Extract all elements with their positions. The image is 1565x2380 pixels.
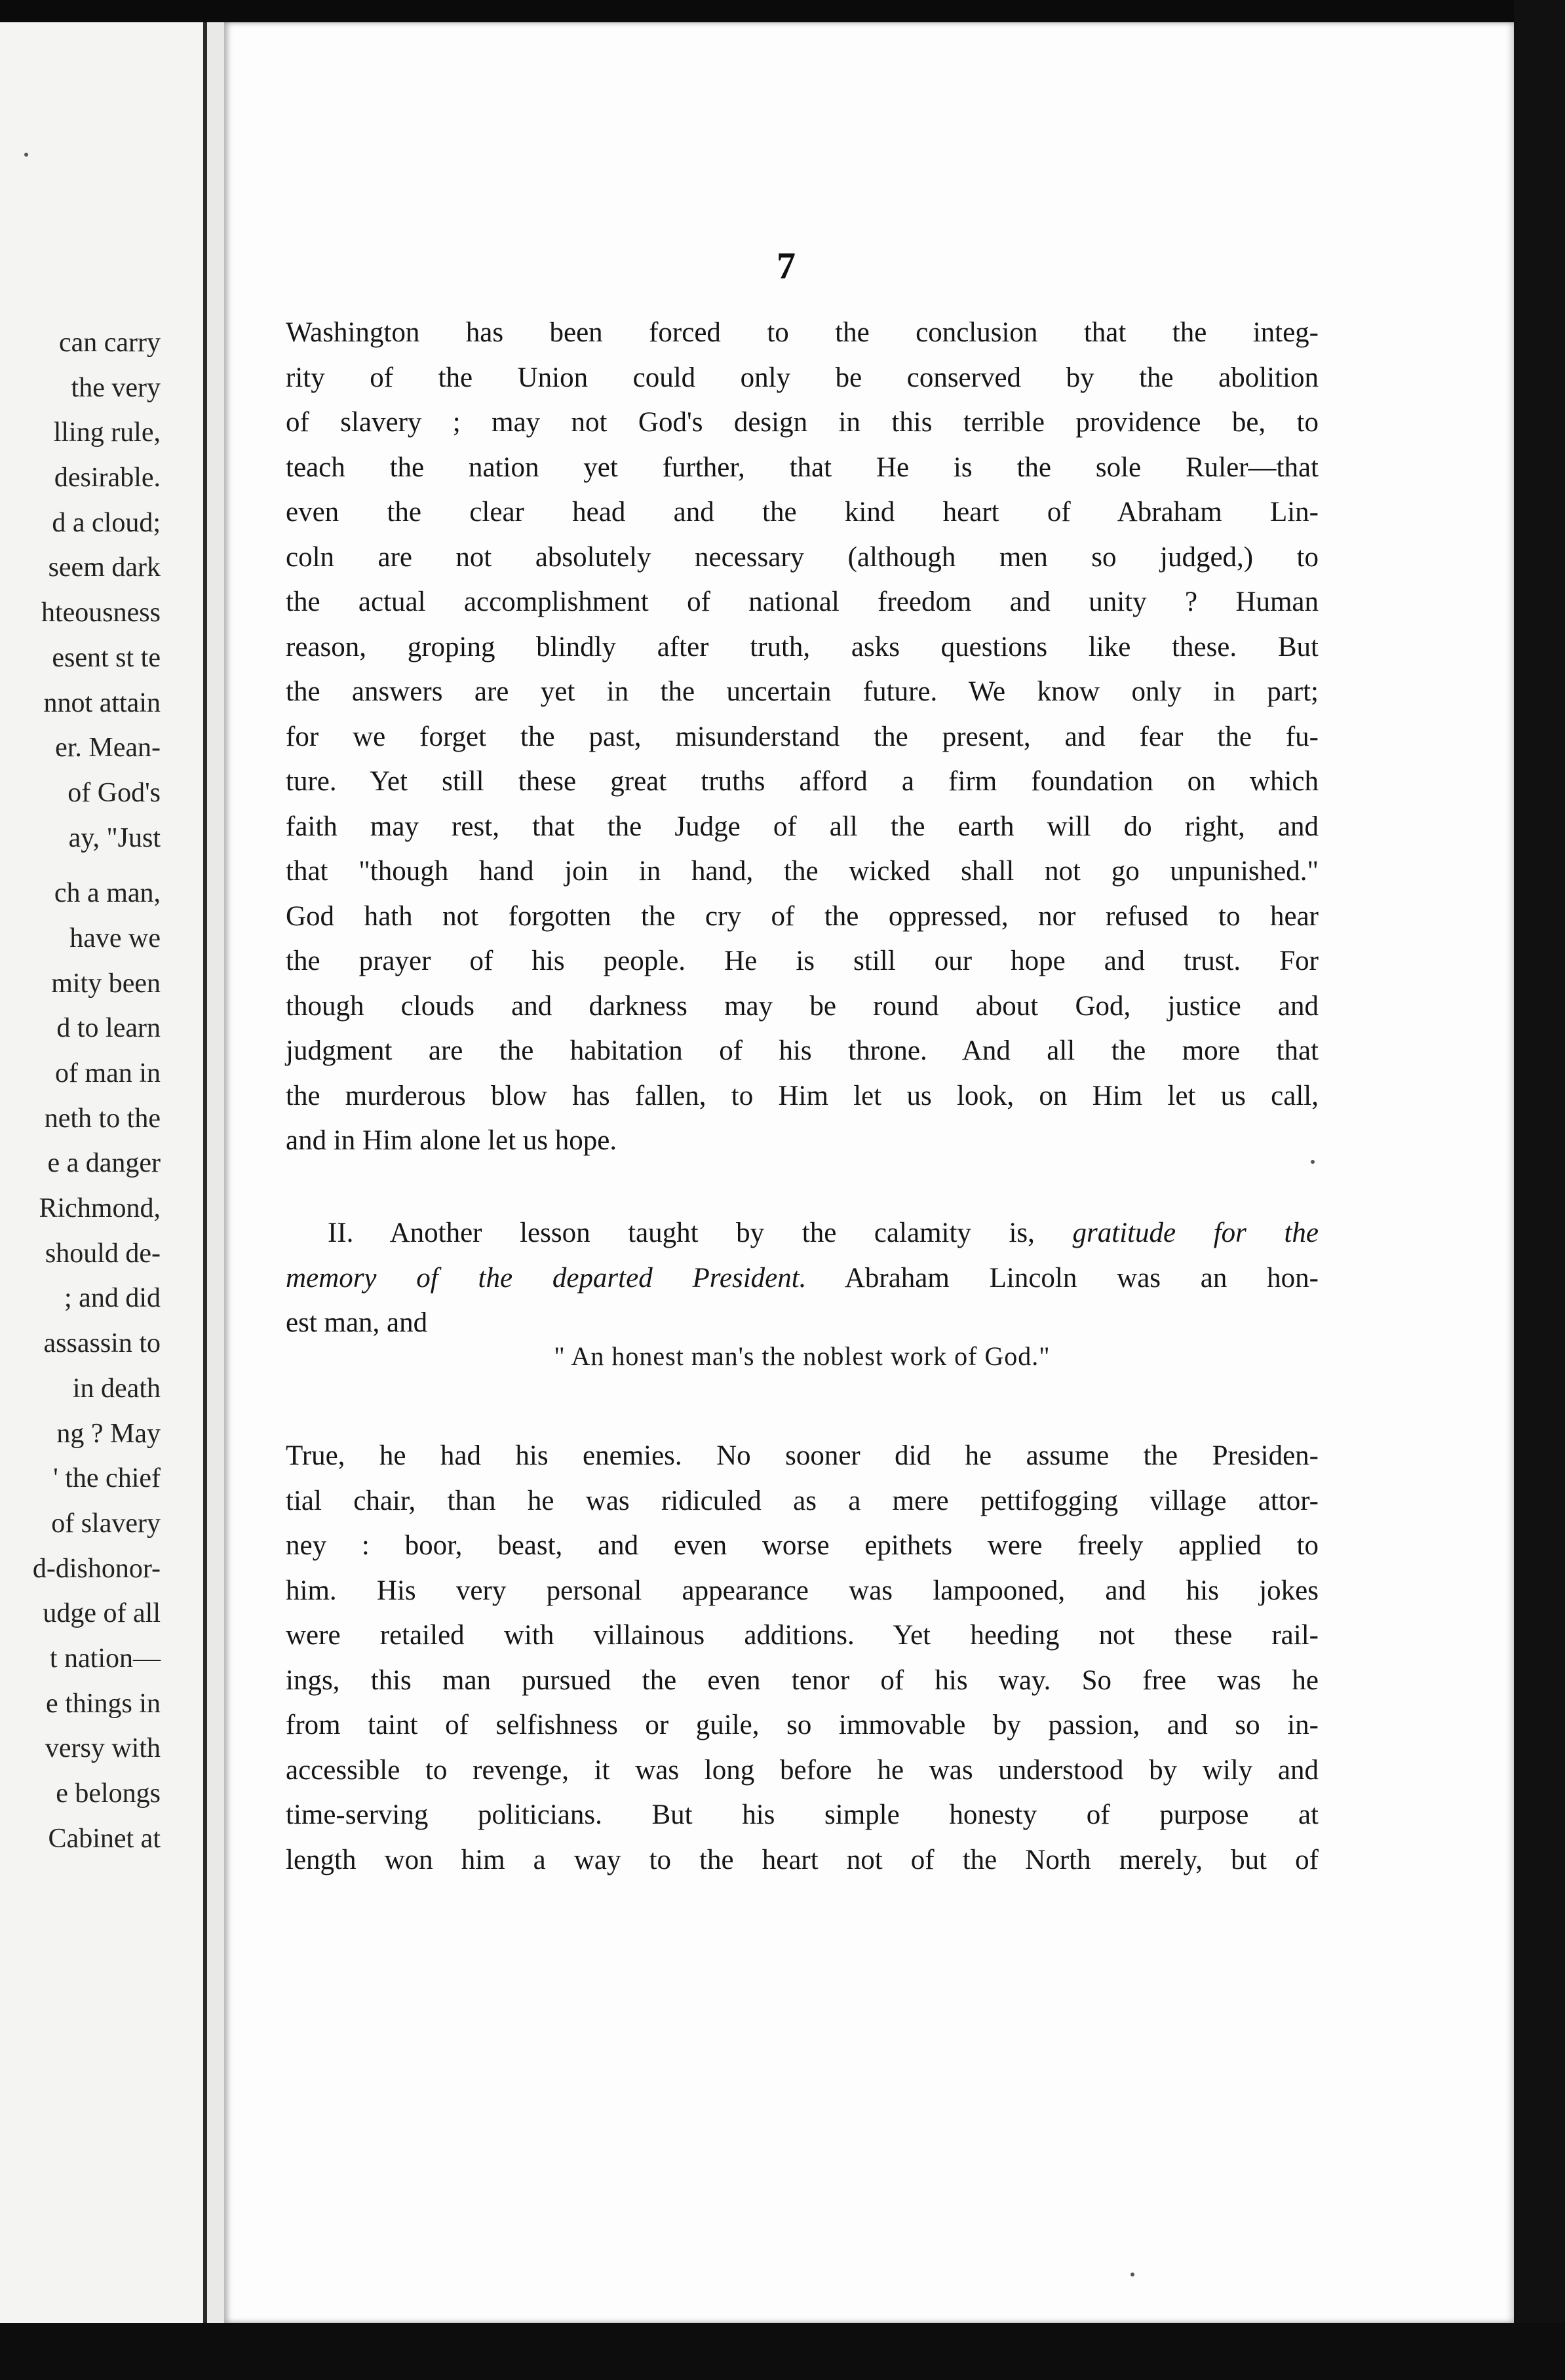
left-fragment: ' the chief — [53, 1463, 161, 1494]
section-ii — [286, 1211, 1319, 1346]
page-number: 7 — [777, 244, 796, 287]
text-line: that "though hand join in hand, the wicked shall not go unpunished." — [286, 856, 1319, 887]
text-line: reason, groping blindly after truth, asks questions like these. But — [286, 631, 1319, 662]
section-heading-text: II. Another lesson taught by the calamity is, — [328, 1218, 1073, 1248]
text-line: and in Him alone let us hope. — [286, 1125, 617, 1156]
section-heading-emphasis: memory of the departed President. — [286, 1262, 807, 1294]
paragraph-2 — [286, 1434, 1319, 1883]
section-heading-emphasis: gratitude for the — [1072, 1218, 1319, 1248]
text-line: the answers are yet in the uncertain future. We know only in part; — [286, 676, 1319, 707]
text-line: the murderous blow has fallen, to Him let us look, on Him let us call, — [286, 1080, 1319, 1111]
text-line: True, he had his enemies. No sooner did he assume the Presiden- — [286, 1440, 1319, 1471]
text-line: the prayer of his people. He is still our hope and trust. For — [286, 946, 1319, 976]
left-fragment: of slavery — [51, 1508, 161, 1539]
scan-border-bottom — [0, 2323, 1565, 2380]
facing-page-text — [0, 320, 161, 1861]
left-fragment: can carry — [58, 328, 161, 358]
left-fragment: lling rule, — [53, 417, 161, 448]
text-line: the actual accomplishment of national freedom and unity ? Human — [286, 586, 1319, 617]
left-fragment: d-dishonor- — [32, 1553, 161, 1584]
left-fragment: d a cloud; — [52, 507, 161, 538]
text-line: ture. Yet still these great truths afford a firm foundation on which — [286, 766, 1319, 797]
scan-speck — [1130, 2273, 1134, 2276]
left-fragment: ng ? May — [56, 1418, 161, 1449]
left-fragment: ay, "Just — [68, 822, 161, 853]
text-line: tial chair, than he was ridiculed as a mere pettifogging village attor- — [286, 1485, 1319, 1516]
text-line: from taint of selfishness or guile, so immovable by passion, and so in- — [286, 1710, 1319, 1740]
scan-speck — [1311, 1160, 1315, 1164]
text-span: Abraham Lincoln was an hon- — [806, 1262, 1319, 1294]
left-fragment: ; and did — [64, 1283, 161, 1314]
text-line: ings, this man pursued the even tenor of his way. So free was he — [286, 1664, 1319, 1696]
left-fragment: should de- — [45, 1238, 161, 1269]
text-line: est man, and — [286, 1307, 428, 1338]
left-fragment: the very — [71, 372, 161, 403]
scan-speck — [24, 153, 28, 157]
text-line: teach the nation yet further, that He is the sole Ruler—that — [286, 451, 1319, 483]
text-line: for we forget the past, misunderstand the present, and fear the fu- — [286, 721, 1319, 752]
left-fragment: e belongs — [56, 1778, 161, 1809]
text-line: of slavery ; may not God's design in this terrible providence be, to — [286, 407, 1319, 438]
left-fragment: er. Mean- — [55, 733, 161, 763]
scan-border-top — [0, 0, 1565, 22]
left-fragment: ch a man, — [54, 878, 161, 909]
left-fragment: d to learn — [56, 1013, 161, 1044]
text-line: rity of the Union could only be conserved by the abolition — [286, 362, 1319, 393]
left-fragment: of God's — [68, 777, 161, 808]
left-fragment: assassin to — [43, 1328, 161, 1359]
left-fragment: have we — [69, 923, 161, 953]
left-fragment: udge of all — [43, 1598, 161, 1629]
left-fragment: seem dark — [48, 552, 161, 583]
left-fragment: of man in — [55, 1058, 161, 1088]
scan-border-right — [1514, 0, 1565, 2380]
left-fragment: mity been — [51, 968, 161, 999]
text-line: Washington has been forced to the conclusion that the integ- — [286, 317, 1319, 348]
left-fragment: in death — [72, 1373, 161, 1404]
left-fragment: esent st te — [52, 642, 161, 673]
block-quote: " An honest man's the noblest work of God." — [554, 1341, 1051, 1371]
text-line: even the clear head and the kind heart of Abraham Lin- — [286, 497, 1319, 528]
left-fragment: nnot attain — [43, 687, 161, 718]
left-fragment: hteousness — [41, 598, 161, 628]
facing-page-left — [0, 22, 207, 2323]
left-fragment: e things in — [46, 1688, 161, 1719]
text-line — [286, 1256, 1319, 1301]
paragraph-1 — [286, 311, 1319, 1164]
left-fragment: Cabinet at — [48, 1823, 161, 1854]
section-heading-line — [286, 1211, 1319, 1256]
left-fragment: desirable. — [54, 463, 161, 493]
text-line: judgment are the habitation of his throne. And all the more that — [286, 1035, 1319, 1066]
text-line: accessible to revenge, it was long before he was understood by wily and — [286, 1754, 1319, 1786]
text-line: coln are not absolutely necessary (although men so judged,) to — [286, 541, 1319, 573]
left-fragment: Richmond, — [39, 1193, 161, 1224]
left-fragment: t nation— — [49, 1643, 161, 1674]
text-line: faith may rest, that the Judge of all the earth will do right, and — [286, 811, 1319, 842]
text-line: were retailed with villainous additions. Yet heeding not these rail- — [286, 1620, 1319, 1651]
left-fragment: neth to the — [44, 1103, 161, 1134]
left-fragment: versy with — [45, 1733, 161, 1764]
left-fragment: e a danger — [47, 1148, 161, 1179]
text-line: though clouds and darkness may be round about God, justice and — [286, 990, 1319, 1022]
book-gutter — [207, 22, 224, 2323]
text-line: ney : boor, beast, and even worse epithets were freely applied to — [286, 1530, 1319, 1561]
text-line: length won him a way to the heart not of the North merely, but of — [286, 1844, 1319, 1875]
text-line: him. His very personal appearance was lampooned, and his jokes — [286, 1575, 1319, 1606]
text-line: God hath not forgotten the cry of the oppressed, nor refused to hear — [286, 900, 1319, 932]
text-line: time-serving politicians. But his simple honesty of purpose at — [286, 1799, 1319, 1830]
